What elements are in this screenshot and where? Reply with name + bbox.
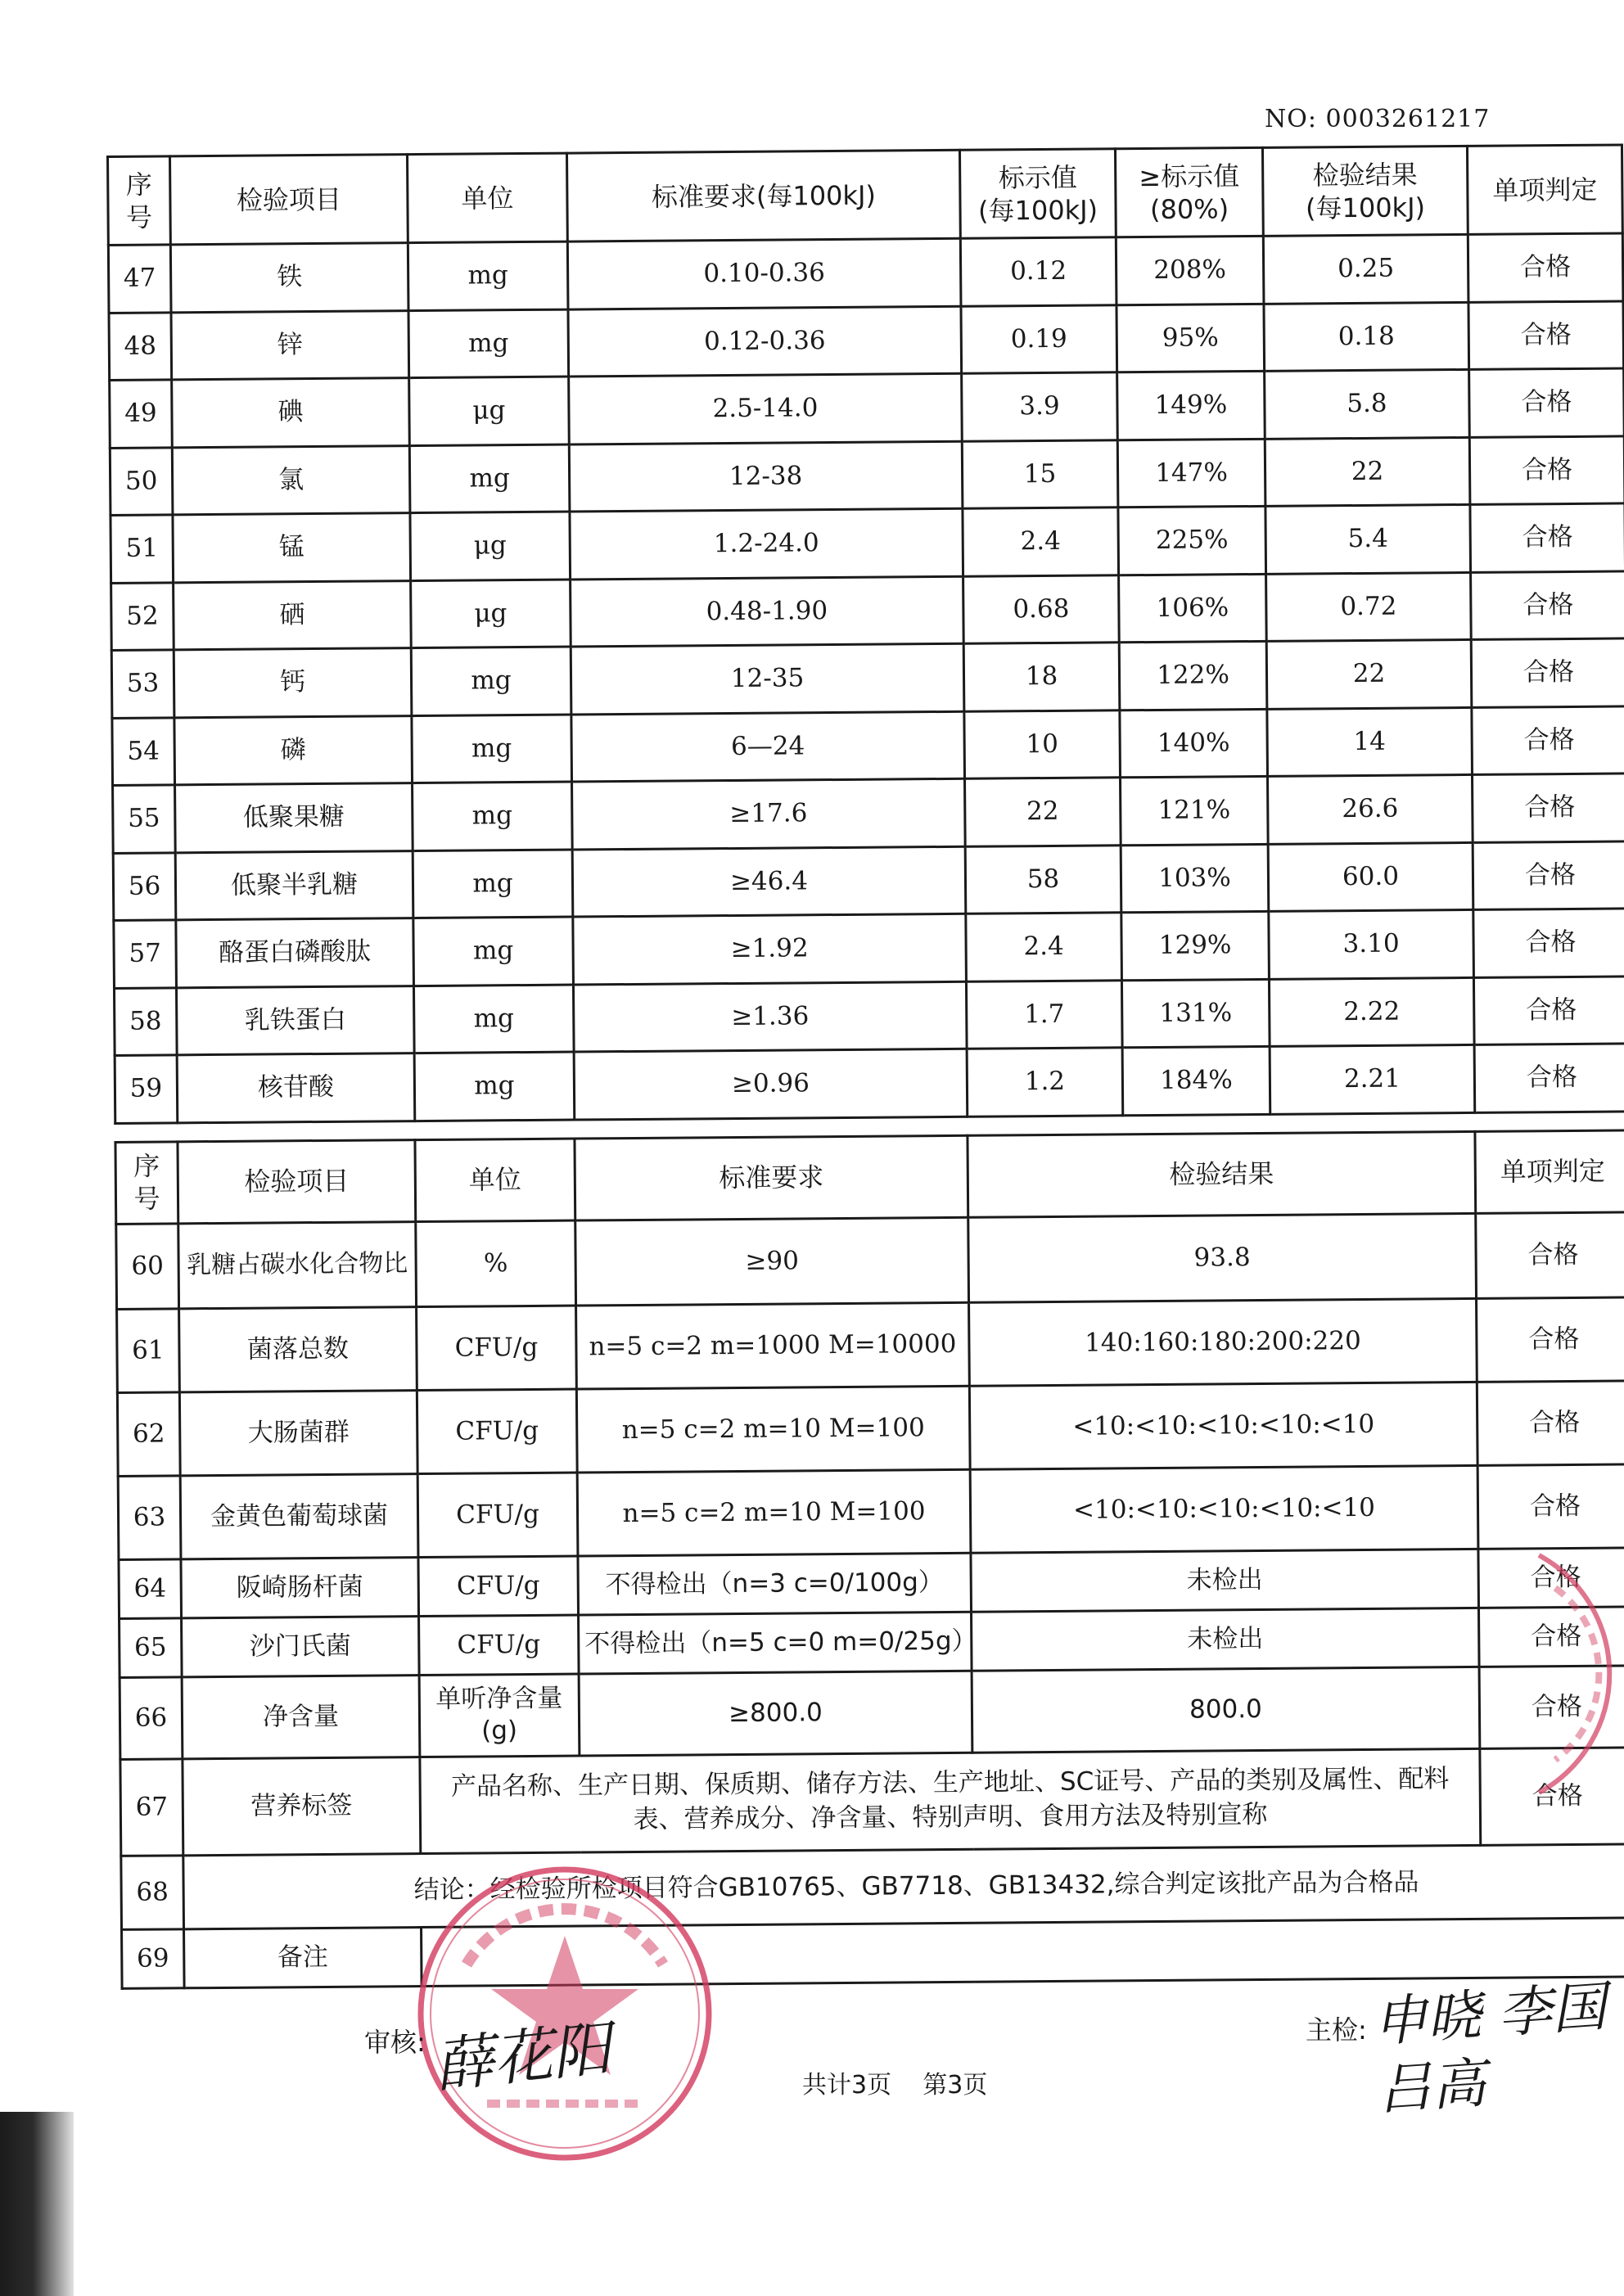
row-verdict: 合格 xyxy=(1468,300,1624,369)
row-item: 酪蛋白磷酸肽 xyxy=(176,918,414,988)
row-verdict: 合格 xyxy=(1473,976,1624,1044)
row-result: 93.8 xyxy=(968,1213,1477,1302)
table-row xyxy=(116,1211,1624,1309)
row-standard: ≥90 xyxy=(575,1217,969,1306)
row-unit: μg xyxy=(409,377,570,445)
row-result: 60.0 xyxy=(1268,842,1473,911)
col-header-unit: 单位 xyxy=(415,1139,575,1222)
row-standard: ≥1.36 xyxy=(573,981,967,1052)
row-item: 低聚果糖 xyxy=(175,783,413,853)
table-row xyxy=(114,976,1624,1055)
row-verdict: 合格 xyxy=(1470,503,1624,572)
row-unit: CFU/g xyxy=(417,1389,577,1474)
table-row xyxy=(115,1044,1624,1123)
row-labeled: 0.12 xyxy=(960,237,1116,306)
document-number: NO: 0003261217 xyxy=(1265,105,1491,133)
row-result: 3.10 xyxy=(1269,909,1474,978)
row-unit: 单听净含量(g) xyxy=(419,1674,580,1757)
row-result: <10:<10:<10:<10:<10 xyxy=(969,1382,1477,1469)
reviewer-label: 审核: xyxy=(364,2027,426,2058)
row-unit: mg xyxy=(409,444,570,513)
table-row xyxy=(111,571,1624,650)
table-row xyxy=(118,1464,1624,1559)
row-ratio: 149% xyxy=(1117,371,1265,440)
row-verdict: 合格 xyxy=(1474,1044,1624,1112)
row-result: 22 xyxy=(1266,639,1472,708)
row-verdict: 合格 xyxy=(1469,368,1624,437)
table-row xyxy=(117,1297,1624,1392)
row-result: 14 xyxy=(1267,707,1473,776)
row-result: 140:160:180:200:220 xyxy=(969,1298,1477,1386)
table-row xyxy=(111,638,1624,718)
row-result: <10:<10:<10:<10:<10 xyxy=(970,1465,1478,1553)
row-unit: CFU/g xyxy=(417,1306,577,1391)
row-no: 61 xyxy=(117,1308,180,1392)
row-no: 65 xyxy=(120,1617,183,1677)
partial-seal-icon xyxy=(1522,1539,1624,1809)
row-result: 5.4 xyxy=(1265,504,1471,573)
table-row xyxy=(120,1665,1624,1759)
row-standard: 12-38 xyxy=(569,441,963,512)
col-header-no: 序号 xyxy=(108,156,171,246)
row-no: 68 xyxy=(121,1855,184,1929)
row-ratio: 95% xyxy=(1116,304,1265,372)
row-item: 净含量 xyxy=(182,1675,420,1758)
scan-edge-shadow xyxy=(0,2112,74,2296)
row-no: 56 xyxy=(113,852,176,920)
row-item: 核苷酸 xyxy=(177,1053,415,1123)
row-item: 硒 xyxy=(174,580,412,650)
row-result: 未检出 xyxy=(972,1608,1480,1671)
row-no: 48 xyxy=(109,312,172,380)
row-standard: 12-35 xyxy=(571,643,964,714)
row-unit: μg xyxy=(411,580,571,648)
row-standard: 不得检出（n=5 c=0 m=0/25g） xyxy=(579,1612,972,1674)
page-info: 共计3页 第3页 xyxy=(802,2071,988,2100)
col-header-unit: 单位 xyxy=(408,153,568,243)
row-verdict: 合格 xyxy=(1473,841,1624,909)
row-no: 51 xyxy=(111,515,174,583)
row-ratio: 103% xyxy=(1121,844,1269,913)
row-verdict: 合格 xyxy=(1477,1464,1624,1548)
row-unit: mg xyxy=(413,782,573,850)
row-result: 2.21 xyxy=(1270,1044,1475,1113)
row-no: 69 xyxy=(122,1928,185,1988)
row-verdict: 合格 xyxy=(1472,706,1624,774)
col-header-standard: 标准要求(每100kJ) xyxy=(566,150,960,241)
row-no: 63 xyxy=(118,1475,181,1559)
col-header-item: 检验项目 xyxy=(178,1139,416,1223)
row-verdict: 合格 xyxy=(1472,774,1624,842)
row-verdict: 合格 xyxy=(1480,1747,1624,1844)
row-item: 锰 xyxy=(173,513,411,583)
row-ratio: 208% xyxy=(1116,236,1264,304)
row-ratio: 140% xyxy=(1120,709,1268,778)
row-standard: 2.5-14.0 xyxy=(569,373,963,444)
row-ratio: 106% xyxy=(1119,574,1267,643)
row-ratio: 147% xyxy=(1117,439,1265,507)
row-standard: 0.10-0.36 xyxy=(567,238,961,309)
table-row xyxy=(109,300,1624,380)
row-ratio: 225% xyxy=(1118,506,1266,575)
row-verdict: 合格 xyxy=(1478,1547,1624,1607)
row-no: 66 xyxy=(120,1676,183,1759)
row-no: 55 xyxy=(113,785,176,853)
row-verdict: 合格 xyxy=(1469,435,1624,504)
row-item: 大肠菌群 xyxy=(179,1390,417,1475)
row-item: 铁 xyxy=(170,243,408,313)
col-header-result: 检验结果 (每100kJ) xyxy=(1262,146,1468,236)
row-item: 乳糖占碳水化合物比 xyxy=(178,1221,417,1308)
conclusion-row xyxy=(121,1843,1624,1929)
row-item: 菌落总数 xyxy=(179,1306,417,1392)
row-result: 5.8 xyxy=(1265,369,1470,438)
row-result: 未检出 xyxy=(971,1549,1479,1612)
row-labeled: 1.2 xyxy=(967,1048,1123,1116)
table-row xyxy=(117,1380,1624,1476)
row-no: 54 xyxy=(112,717,175,785)
row-labeled: 10 xyxy=(964,710,1121,778)
table-row xyxy=(110,435,1624,515)
col-header-standard: 标准要求 xyxy=(575,1135,968,1220)
row-standard: 不得检出（n=3 c=0/100g） xyxy=(578,1553,972,1615)
row-result: 26.6 xyxy=(1268,774,1473,843)
table-row xyxy=(120,1747,1624,1856)
row-verdict: 合格 xyxy=(1473,909,1624,977)
row-result: 800.0 xyxy=(972,1667,1480,1752)
row-verdict: 合格 xyxy=(1476,1211,1624,1297)
col-header-verdict: 单项判定 xyxy=(1467,145,1622,234)
col-header-result: 检验结果 xyxy=(968,1131,1476,1217)
row-item: 阪崎肠杆菌 xyxy=(181,1557,419,1617)
row-verdict: 合格 xyxy=(1477,1297,1624,1381)
remarks-row xyxy=(122,1917,1624,1988)
table-row xyxy=(110,368,1624,448)
col-header-verdict: 单项判定 xyxy=(1475,1130,1624,1212)
row-standard: 0.48-1.90 xyxy=(571,576,964,647)
row-labeled: 1.7 xyxy=(966,980,1122,1049)
table-row xyxy=(113,841,1624,920)
nutrient-table-header xyxy=(108,145,1623,246)
row-unit: mg xyxy=(414,1052,575,1121)
row-labeled: 0.68 xyxy=(963,575,1120,643)
table-row xyxy=(113,774,1624,853)
row-ratio: 131% xyxy=(1121,979,1270,1048)
row-verdict: 合格 xyxy=(1479,1665,1624,1748)
row-no: 53 xyxy=(111,650,174,718)
row-result: 22 xyxy=(1265,437,1470,506)
conclusion-text: 结论：经检验所检项目符合GB10765、GB7718、GB13432,综合判定该批产品为合格品 xyxy=(183,1843,1624,1928)
row-unit: mg xyxy=(413,850,573,918)
row-ratio: 184% xyxy=(1122,1046,1270,1115)
row-unit: mg xyxy=(411,647,571,715)
row-unit: CFU/g xyxy=(418,1556,579,1617)
label-items-text: 产品名称、生产日期、保质期、储存方法、生产地址、SC证号、产品的类别及属性、配料表、营养成分、净含量、特别声明、食用方法及特别宣称 xyxy=(420,1748,1481,1853)
row-unit: mg xyxy=(408,309,569,378)
row-no: 52 xyxy=(111,582,174,650)
row-labeled: 22 xyxy=(965,778,1121,846)
col-header-no: 序号 xyxy=(115,1141,178,1224)
row-standard: n=5 c=2 m=1000 M=10000 xyxy=(576,1302,970,1389)
row-verdict: 合格 xyxy=(1471,571,1624,639)
row-labeled: 58 xyxy=(965,845,1121,913)
row-labeled: 0.19 xyxy=(961,304,1117,373)
row-no: 49 xyxy=(110,380,173,448)
microbe-table-header xyxy=(115,1130,1624,1224)
col-header-item: 检验项目 xyxy=(170,155,408,245)
row-item: 碘 xyxy=(172,378,410,448)
row-result: 0.18 xyxy=(1264,302,1469,371)
row-standard: n=5 c=2 m=10 M=100 xyxy=(576,1386,970,1473)
nutrient-table xyxy=(106,143,1624,1124)
row-ratio: 129% xyxy=(1121,911,1270,980)
row-verdict: 合格 xyxy=(1478,1606,1624,1666)
microbe-table xyxy=(114,1129,1624,1990)
row-standard: 1.2-24.0 xyxy=(570,508,963,579)
row-standard: ≥46.4 xyxy=(572,846,966,917)
row-unit: CFU/g xyxy=(417,1473,578,1558)
row-standard: ≥17.6 xyxy=(572,778,966,849)
row-item: 磷 xyxy=(174,715,413,785)
row-standard: ≥0.96 xyxy=(574,1049,968,1119)
row-unit: % xyxy=(416,1220,576,1307)
col-header-ratio: ≥标示值 (80%) xyxy=(1115,147,1263,237)
row-no: 57 xyxy=(114,920,177,988)
row-labeled: 2.4 xyxy=(966,913,1122,981)
table-row xyxy=(108,233,1623,313)
report-sheet xyxy=(106,143,1624,1989)
row-standard: ≥1.92 xyxy=(573,913,967,984)
row-result: 0.72 xyxy=(1266,572,1472,641)
row-item: 低聚半乳糖 xyxy=(175,850,413,920)
row-item: 营养标签 xyxy=(183,1757,421,1855)
row-ratio: 122% xyxy=(1119,641,1267,710)
row-unit: mg xyxy=(408,241,568,310)
col-header-labeled: 标示值 (每100kJ) xyxy=(959,149,1116,238)
row-item: 沙门氏菌 xyxy=(182,1616,420,1676)
row-unit: CFU/g xyxy=(419,1615,580,1676)
row-unit: mg xyxy=(413,985,574,1053)
row-result: 2.22 xyxy=(1269,977,1474,1046)
row-labeled: 3.9 xyxy=(962,372,1118,441)
row-no: 50 xyxy=(110,447,173,515)
row-verdict: 合格 xyxy=(1468,233,1623,302)
row-item: 锌 xyxy=(171,310,409,380)
row-standard: 0.12-0.36 xyxy=(568,306,962,377)
row-labeled: 18 xyxy=(963,643,1120,711)
row-unit: mg xyxy=(412,715,572,783)
row-unit: mg xyxy=(413,917,574,986)
row-labeled: 2.4 xyxy=(963,507,1119,576)
inspector-label: 主检: xyxy=(1306,2014,1367,2046)
row-unit: μg xyxy=(410,512,571,580)
row-no: 62 xyxy=(117,1392,180,1476)
inspector-signature: 申晓 李国 吕高 xyxy=(1370,1974,1608,2122)
row-no: 59 xyxy=(115,1055,178,1123)
table-row xyxy=(114,909,1624,988)
reviewer-signature: 薛花阳 xyxy=(431,2013,615,2101)
remarks-label: 备注 xyxy=(184,1927,422,1987)
row-ratio: 121% xyxy=(1121,776,1269,845)
row-labeled: 15 xyxy=(962,440,1118,508)
row-item: 氯 xyxy=(172,445,410,515)
row-no: 58 xyxy=(114,987,177,1055)
table-row xyxy=(112,706,1624,785)
row-standard: n=5 c=2 m=10 M=100 xyxy=(577,1469,971,1556)
row-no: 60 xyxy=(116,1223,179,1309)
row-verdict: 合格 xyxy=(1471,638,1624,707)
row-item: 钙 xyxy=(174,648,412,718)
table-row xyxy=(111,503,1624,583)
row-result: 0.25 xyxy=(1263,234,1468,303)
row-no: 67 xyxy=(120,1758,183,1856)
row-standard: 6—24 xyxy=(571,711,965,782)
row-verdict: 合格 xyxy=(1477,1380,1624,1464)
row-item: 乳铁蛋白 xyxy=(176,986,414,1055)
row-item: 金黄色葡萄球菌 xyxy=(180,1473,418,1558)
row-standard: ≥800.0 xyxy=(579,1671,972,1756)
row-no: 64 xyxy=(119,1558,182,1618)
row-no: 47 xyxy=(108,245,171,313)
